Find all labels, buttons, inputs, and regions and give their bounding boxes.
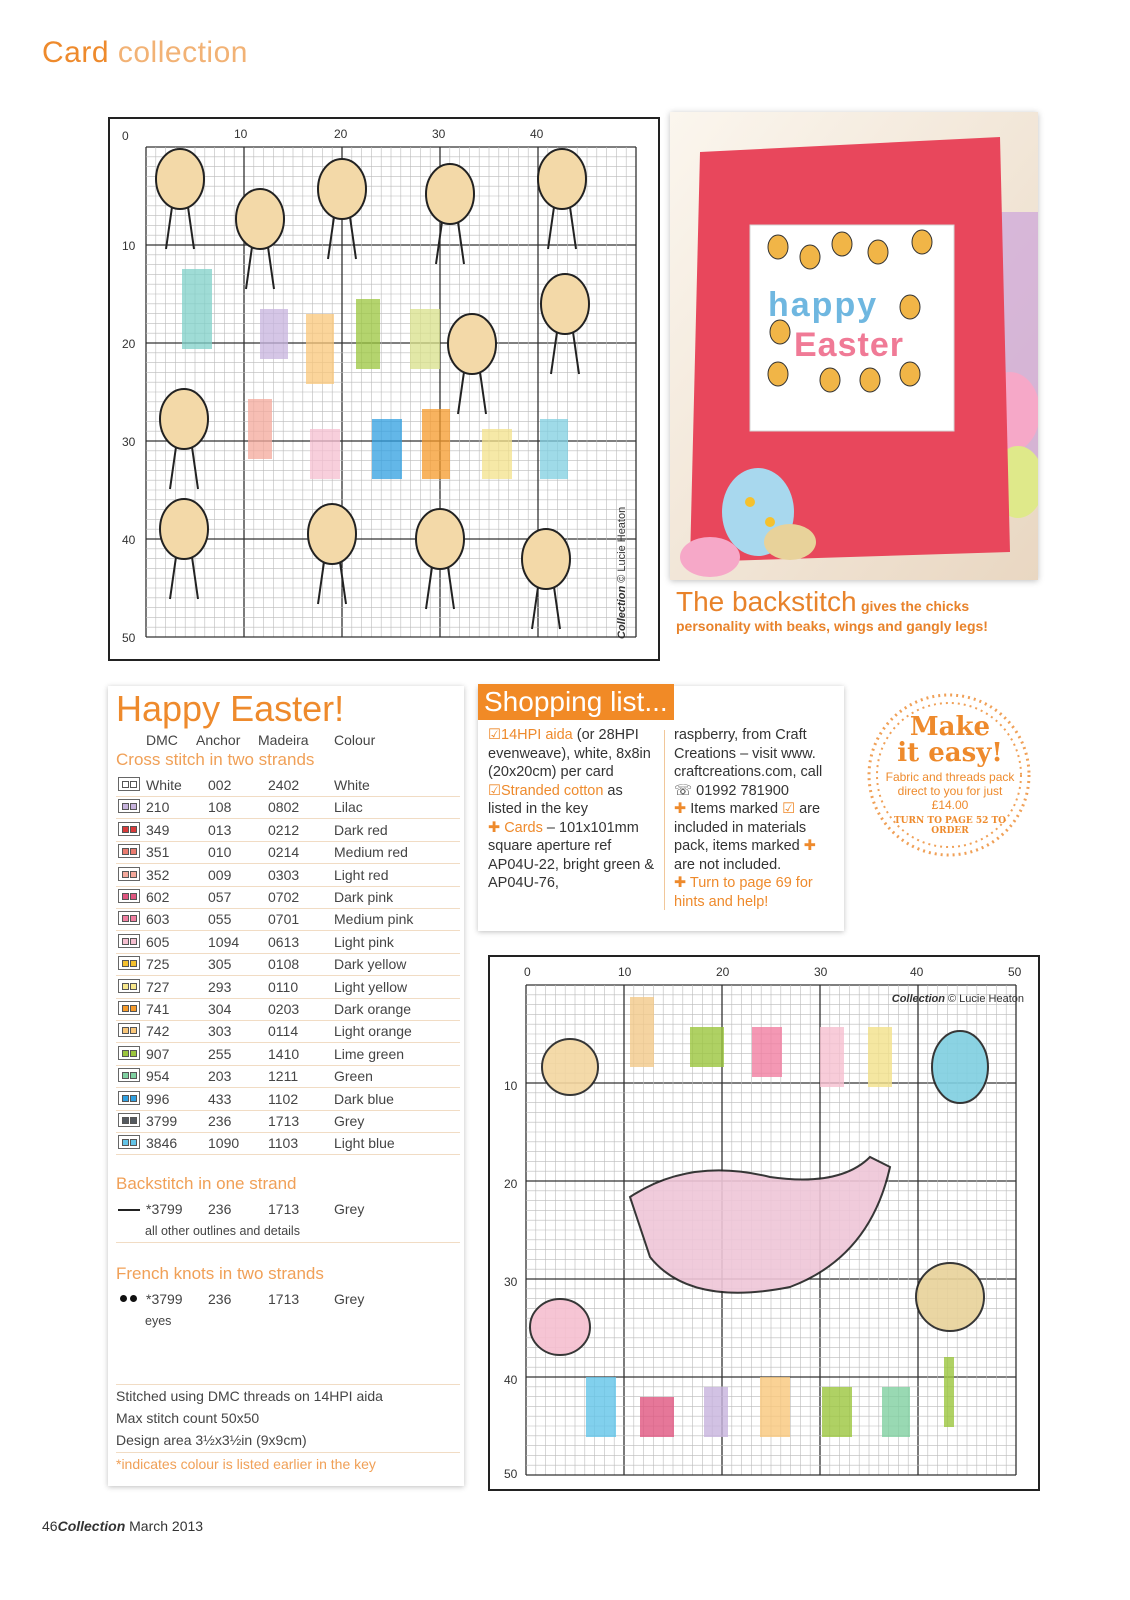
axis-label-y20: 20 [122, 337, 136, 351]
note-marked-b: are included in materials pack, items marked [674, 801, 821, 854]
photo-chick [868, 240, 888, 264]
page-footer [42, 1518, 203, 1534]
key-title: Happy Easter! [116, 688, 345, 729]
key-row [116, 1043, 460, 1066]
row-madeira: 0212 [268, 821, 300, 838]
letter-stitches [306, 314, 334, 384]
page-number: 46 [42, 1518, 58, 1534]
row-madeira: 0303 [268, 866, 300, 883]
axis2-label-30: 30 [814, 965, 828, 979]
colour-swatch [118, 1046, 140, 1060]
knot-anchor: 236 [208, 1291, 232, 1307]
row-madeira: 0110 [268, 978, 299, 995]
letter-stitches [372, 419, 402, 479]
row-colour: Green [334, 1068, 373, 1085]
colour-swatch [118, 911, 140, 925]
row-colour: Medium pink [334, 911, 414, 928]
letter-stitches [422, 409, 450, 479]
key-row [116, 1088, 460, 1111]
row-colour: Light blue [334, 1135, 395, 1152]
key-row [116, 1020, 460, 1043]
photo-chick [860, 368, 880, 392]
chick-motif [160, 499, 208, 599]
row-madeira: 0802 [268, 799, 300, 816]
row-madeira: 0702 [268, 889, 300, 905]
row-anchor: 433 [208, 1090, 232, 1107]
colour-swatch [118, 934, 140, 948]
make-it-easy-text [878, 714, 1022, 836]
letter-stitches [868, 1027, 892, 1087]
row-dmc: 3846 [146, 1135, 178, 1152]
thread-key-panel [108, 686, 464, 1486]
row-madeira: 1410 [268, 1045, 300, 1062]
row-madeira: 0214 [268, 844, 300, 861]
colour-swatch [118, 889, 140, 903]
row-dmc: 741 [146, 1001, 170, 1017]
row-colour: Lime green [334, 1045, 405, 1062]
row-anchor: 255 [208, 1045, 232, 1062]
key-row [116, 998, 460, 1021]
colour-swatch [118, 1135, 140, 1149]
row-colour: Light yellow [334, 978, 408, 995]
motif-shape [530, 1299, 590, 1355]
info-line-3: Design area 3½x3½in (9x9cm) [116, 1432, 307, 1448]
letter-stitches [182, 269, 212, 349]
header-dmc: DMC [146, 732, 178, 748]
shopping-col-2: raspberry, from Craft Creations – visit www. craftcreations.com, call ☏ 01992 781900 ✚ Items marked ☑ are included in materials pack, items marked ✚ are not included. ✚ Turn to page 69 for hints and help! [674, 727, 823, 910]
row-anchor: 293 [208, 978, 232, 995]
letter-stitches [944, 1357, 954, 1427]
row-dmc: 996 [146, 1090, 170, 1107]
row-madeira: 1103 [268, 1135, 299, 1152]
axis2-label-0: 0 [524, 965, 531, 979]
chart-grid-2 [490, 957, 1038, 1489]
row-anchor: 108 [208, 799, 232, 816]
row-anchor: 009 [208, 866, 232, 883]
row-anchor: 010 [208, 844, 232, 861]
colour-swatch [118, 1068, 140, 1082]
row-anchor: 013 [208, 821, 232, 838]
letter-stitches [410, 309, 440, 369]
key-row [116, 774, 460, 797]
row-colour: Dark pink [334, 889, 394, 905]
photo-chick [832, 232, 852, 256]
letter-stitches [752, 1027, 782, 1077]
row-madeira: 0203 [268, 1001, 300, 1017]
letter-stitches [310, 429, 340, 479]
row-anchor: 057 [208, 889, 232, 905]
axis-label-0: 0 [122, 129, 129, 143]
item-aida-desc: (or 28HPI evenweave), white, 8x8in (20x20cm) per card [488, 727, 651, 780]
backstitch-note: all other outlines and details [145, 1224, 300, 1238]
header-madeira: Madeira [258, 732, 309, 748]
note-marked-c: are not included. [674, 856, 782, 873]
supplier-text: raspberry, from Craft Creations – visit www. craftcreations.com, call [674, 727, 823, 780]
row-dmc: 349 [146, 821, 170, 838]
shopping-col-1: ☑14HPI aida (or 28HPI evenweave), white, 8x8in (20x20cm) per card ☑Stranded cotton as listed in the key ✚ Cards – 101x101mm square aperture ref AP04U-22, bright green & AP04U-76, [488, 727, 655, 891]
row-anchor: 305 [208, 956, 232, 973]
key-row [116, 886, 460, 909]
chart2-credit [892, 993, 1024, 1005]
axis2-label-y40: 40 [504, 1373, 518, 1387]
header-colour: Colour [334, 732, 376, 748]
row-anchor: 002 [208, 777, 232, 793]
row-colour: Light pink [334, 933, 394, 950]
motif-shape [542, 1039, 598, 1095]
row-colour: Medium red [334, 844, 408, 861]
row-colour: Lilac [334, 799, 363, 816]
chick-motif [236, 189, 284, 289]
cross-stitch-title: Cross stitch in two strands [116, 750, 315, 769]
row-madeira: 1211 [268, 1068, 299, 1085]
letter-stitches [540, 419, 568, 479]
row-dmc: 727 [146, 978, 170, 995]
key-row [116, 841, 460, 864]
info-line-2: Max stitch count 50x50 [116, 1410, 260, 1426]
row-colour: Light orange [334, 1023, 412, 1040]
chart-credit [610, 489, 640, 639]
note-marked-a: Items marked [690, 801, 779, 817]
shopping-list [478, 686, 844, 931]
row-colour: Light red [334, 866, 389, 883]
row-dmc: 954 [146, 1068, 170, 1085]
easy-cta: TURN TO PAGE 52 TO ORDER [893, 816, 1007, 836]
axis2-label-y20: 20 [504, 1177, 518, 1191]
colour-swatch [118, 799, 140, 813]
colour-swatch [118, 979, 140, 993]
backstitch-row [116, 1198, 460, 1220]
axis2-label-20: 20 [716, 965, 730, 979]
colour-swatch [118, 1091, 140, 1105]
letter-stitches [630, 997, 654, 1067]
row-dmc: 351 [146, 844, 170, 861]
letter-stitches [586, 1377, 616, 1437]
knot-colour: Grey [334, 1291, 365, 1307]
axis-label-20: 20 [334, 127, 348, 141]
colour-swatch [118, 1001, 140, 1015]
row-colour: Dark orange [334, 1001, 412, 1017]
header-anchor: Anchor [196, 732, 241, 748]
letter-stitches [820, 1027, 844, 1087]
row-anchor: 1090 [208, 1135, 240, 1152]
item-aida: 14HPI aida [501, 727, 573, 743]
axis-label-y50: 50 [122, 631, 136, 645]
row-dmc: 742 [146, 1023, 170, 1040]
chart2-credit-brand: Collection [891, 993, 945, 1005]
row-dmc: 602 [146, 889, 170, 905]
footer-date: March 2013 [129, 1518, 204, 1534]
row-dmc: 725 [146, 956, 170, 973]
caption-small: gives the chicks personality with beaks, wings and gangly legs! [676, 598, 988, 634]
row-dmc: 605 [146, 933, 170, 950]
back-madeira: 1713 [268, 1201, 300, 1217]
row-anchor: 303 [208, 1023, 232, 1040]
chick-motif [522, 529, 570, 629]
easy-title-2: it easy! [897, 738, 1003, 768]
french-knots-title: French knots in two strands [116, 1264, 324, 1283]
item-cotton: Stranded cotton [501, 782, 604, 799]
hints-note: Turn to page 69 for hints and help! [674, 875, 813, 910]
row-colour: Grey [334, 1113, 365, 1129]
item-cards-desc: – 101x101mm square aperture ref AP04U-22, bright green & AP04U-76, [488, 819, 655, 891]
chick-motif [538, 149, 586, 249]
easy-text: Fabric and threads pack direct to you for just £14.00 [885, 770, 1015, 812]
photo-chick [820, 368, 840, 392]
letter-stitches [704, 1387, 728, 1437]
axis2-label-y10: 10 [504, 1079, 518, 1093]
photo-chick [800, 245, 820, 269]
letter-stitches [640, 1397, 674, 1437]
french-knot-row [116, 1288, 460, 1310]
row-dmc: White [146, 777, 182, 793]
row-madeira: 0701 [268, 911, 300, 928]
key-row [116, 1132, 460, 1155]
row-madeira: 1713 [268, 1113, 300, 1129]
axis-label-y30: 30 [122, 435, 136, 449]
axis-label-y40: 40 [122, 533, 136, 547]
chick-motif [156, 149, 204, 249]
section-header [42, 36, 248, 70]
colour-swatch [118, 956, 140, 970]
photo-chick [900, 295, 920, 319]
key-row [116, 976, 460, 999]
chick-motif [160, 389, 208, 489]
header-title-b: collection [117, 36, 248, 69]
key-row [116, 1110, 460, 1133]
caption-big: The backstitch [676, 586, 857, 617]
axis2-label-10: 10 [618, 965, 632, 979]
row-anchor: 055 [208, 911, 232, 928]
row-colour: Dark red [334, 821, 388, 838]
axis2-label-50: 50 [1008, 965, 1022, 979]
row-dmc: 352 [146, 866, 170, 883]
key-row [116, 1065, 460, 1088]
knot-dmc: *3799 [146, 1291, 183, 1307]
axis2-label-y50: 50 [504, 1467, 518, 1481]
axis2-label-y30: 30 [504, 1275, 518, 1289]
letter-stitches [690, 1027, 724, 1067]
photo-chick [768, 362, 788, 386]
row-madeira: 0108 [268, 956, 300, 973]
row-madeira: 0114 [268, 1023, 299, 1040]
photo-chick [912, 230, 932, 254]
easter-card-image [670, 112, 1038, 580]
shopping-title: Shopping list... [478, 684, 674, 720]
row-anchor: 1094 [208, 933, 240, 950]
letter-stitches [248, 399, 272, 459]
motif-shape [916, 1263, 984, 1331]
french-knot-note: eyes [145, 1314, 172, 1328]
letter-stitches [356, 299, 380, 369]
back-anchor: 236 [208, 1201, 232, 1217]
card-happy-text: happy [768, 286, 879, 324]
header-title-a: Card [42, 36, 110, 69]
colour-swatch [118, 1023, 140, 1037]
axis-label-y10: 10 [122, 239, 136, 253]
axis-label-10: 10 [234, 127, 248, 141]
card-easter-text: Easter [794, 326, 904, 364]
supplier-phone: 01992 781900 [696, 782, 789, 799]
chick-motif [541, 274, 589, 374]
back-dmc: *3799 [146, 1201, 183, 1217]
chick-cross-stitch-chart [108, 117, 660, 661]
easy-title-1: Make [909, 712, 991, 742]
row-madeira: 1102 [268, 1090, 299, 1107]
chart2-credit-author: © Lucie Heaton [948, 993, 1024, 1005]
item-cotton-desc: as listed in the key [488, 782, 623, 817]
photo-chick [768, 235, 788, 259]
hen-cross-stitch-chart [488, 955, 1040, 1491]
colour-swatch [118, 867, 140, 881]
letter-stitches [760, 1377, 790, 1437]
photo-caption [676, 586, 1036, 636]
axis2-label-40: 40 [910, 965, 924, 979]
backstitch-title: Backstitch in one strand [116, 1174, 297, 1193]
row-madeira: 0613 [268, 933, 300, 950]
colour-swatch [118, 1113, 140, 1127]
row-dmc: 907 [146, 1045, 170, 1062]
motif-shape [630, 1157, 890, 1293]
back-colour: Grey [334, 1201, 365, 1217]
row-anchor: 203 [208, 1068, 232, 1085]
shopping-divider [664, 730, 665, 910]
axis-label-40: 40 [530, 127, 544, 141]
key-row [116, 864, 460, 887]
row-dmc: 603 [146, 911, 170, 928]
row-colour: Dark blue [334, 1090, 394, 1107]
row-colour: Dark yellow [334, 956, 407, 973]
item-cards: Cards [504, 819, 543, 836]
key-row [116, 796, 460, 819]
colour-swatch [118, 822, 140, 836]
colour-swatch [118, 777, 140, 791]
knot-madeira: 1713 [268, 1291, 300, 1307]
asterisk-note: *indicates colour is listed earlier in the key [116, 1456, 376, 1472]
letter-stitches [822, 1387, 852, 1437]
colour-swatch [118, 844, 140, 858]
axis-label-30: 30 [432, 127, 446, 141]
row-madeira: 2402 [268, 777, 300, 793]
chart-grid-1 [110, 119, 658, 659]
letter-stitches [482, 429, 512, 479]
row-dmc: 3799 [146, 1113, 178, 1129]
key-row [116, 953, 460, 976]
info-line-1: Stitched using DMC threads on 14HPI aida [116, 1388, 383, 1404]
chart-credit-brand: Collection [616, 585, 628, 639]
card-photo [670, 112, 1038, 580]
key-row [116, 819, 460, 842]
row-dmc: 210 [146, 799, 170, 816]
letter-stitches [882, 1387, 910, 1437]
photo-chick [900, 362, 920, 386]
row-anchor: 304 [208, 1001, 232, 1017]
row-colour: White [334, 777, 370, 793]
key-row [116, 931, 460, 954]
letter-stitches [260, 309, 288, 359]
motif-shape [932, 1031, 988, 1103]
footer-brand: Collection [57, 1518, 126, 1534]
key-row [116, 908, 460, 931]
chart-credit-author: © Lucie Heaton [616, 506, 628, 583]
row-anchor: 236 [208, 1113, 232, 1129]
